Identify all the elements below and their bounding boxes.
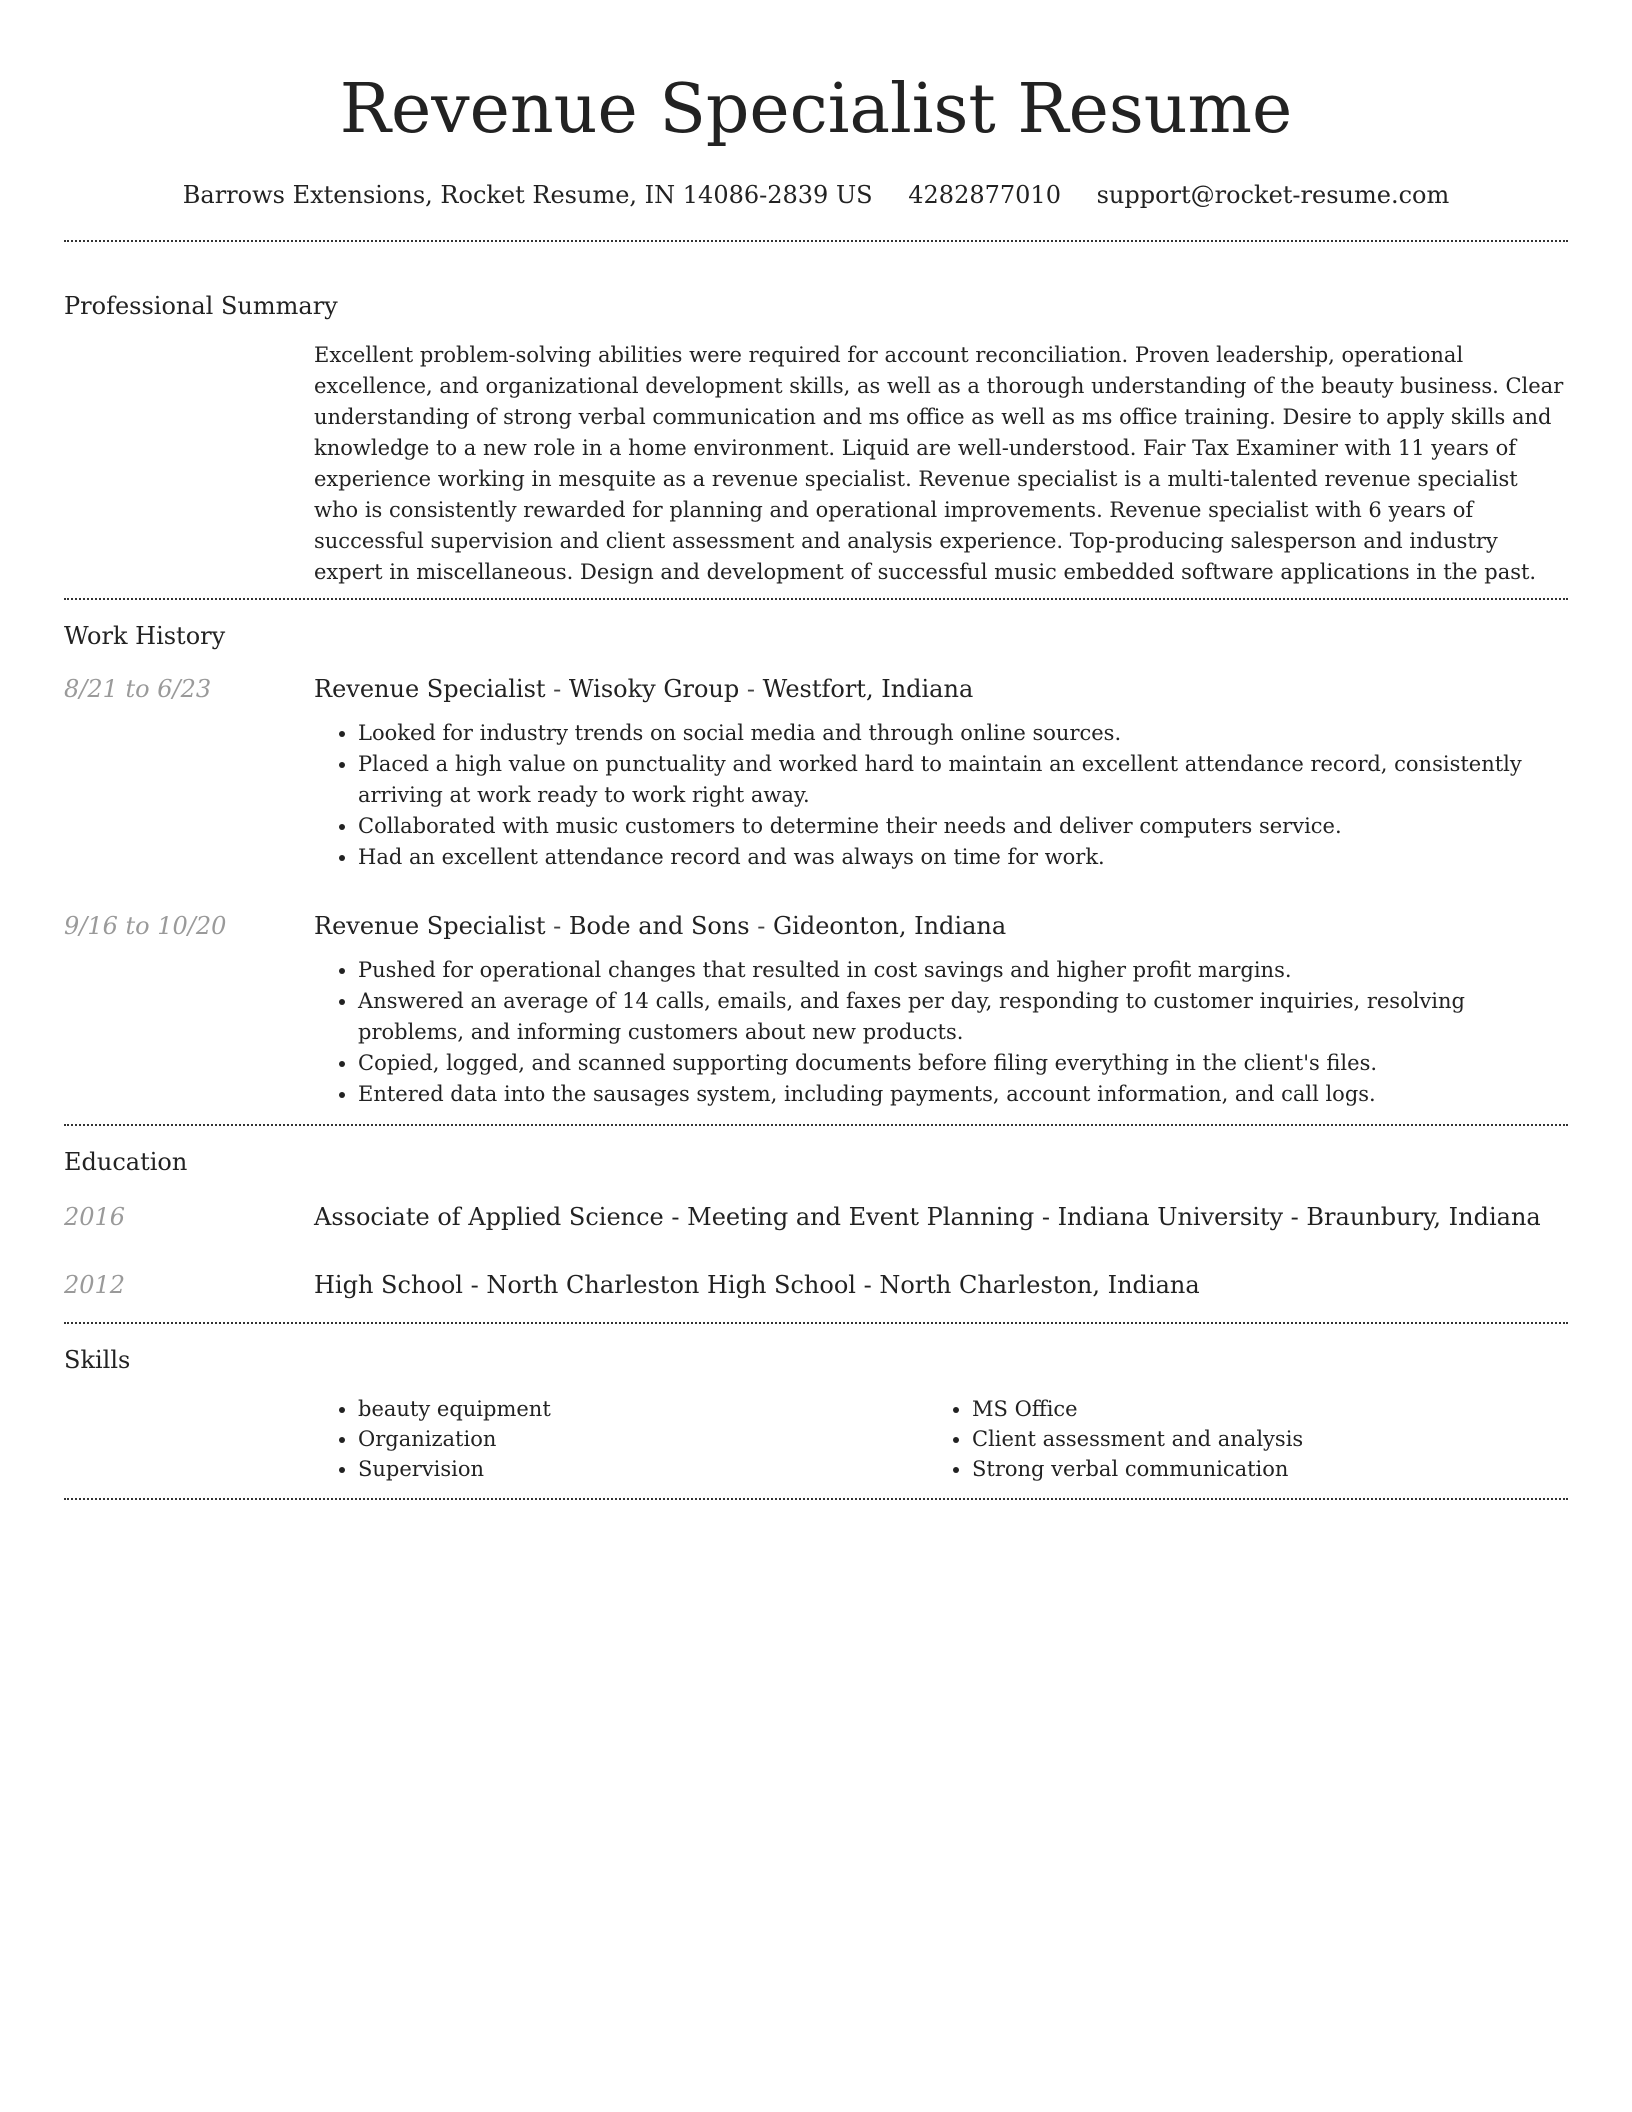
education-entry bbox=[64, 1252, 1568, 1320]
job-dates: 8/21 to 6/23 bbox=[64, 675, 212, 703]
contact-phone: 4282877010 bbox=[908, 181, 1061, 209]
separator: - bbox=[739, 675, 763, 703]
education-body bbox=[314, 1268, 1568, 1320]
skill-item: • Supervision bbox=[358, 1454, 928, 1484]
summary-body bbox=[314, 340, 1568, 588]
separator: - bbox=[545, 675, 569, 703]
job-title: Revenue Specialist bbox=[314, 912, 546, 940]
education-location: North Charleston, Indiana bbox=[879, 1271, 1200, 1299]
skill-item: • Strong verbal communication bbox=[972, 1454, 1542, 1484]
job-company: Bode and Sons bbox=[568, 912, 750, 940]
skill-item: • MS Office bbox=[972, 1394, 1542, 1424]
separator: - bbox=[855, 1271, 880, 1299]
separator: - bbox=[663, 1203, 688, 1231]
skills-list-left bbox=[314, 1394, 928, 1484]
skill-item: • Client assessment and analysis bbox=[972, 1424, 1542, 1454]
divider bbox=[64, 598, 1568, 600]
section-heading-summary: Professional Summary bbox=[64, 292, 338, 320]
education-degree: High School bbox=[314, 1271, 463, 1299]
job-bullets bbox=[314, 718, 1568, 873]
contact-address: Barrows Extensions, Rocket Resume, IN 14086-2839 US bbox=[182, 181, 873, 209]
education-body bbox=[314, 1200, 1568, 1252]
separator: - bbox=[1283, 1203, 1307, 1231]
skills-list-right bbox=[928, 1394, 1542, 1484]
education-school: North Charleston High School bbox=[486, 1271, 856, 1299]
summary-row bbox=[64, 328, 1568, 598]
divider bbox=[64, 1124, 1568, 1126]
skills-spacer bbox=[64, 1394, 314, 1484]
job-heading bbox=[314, 909, 1568, 943]
education-year: 2016 bbox=[64, 1203, 126, 1231]
education-field: Meeting and Event Planning bbox=[687, 1203, 1035, 1231]
divider bbox=[64, 240, 1568, 242]
summary-text: Excellent problem-solving abilities were required for account reconciliation. Proven leadership, operational excellence, and organizational development skills, as well as a thorough understanding of the beauty business. Clear understanding of strong verbal communication and ms office as well as ms office training. Desire to apply skills and knowledge to a new role in a home environment. Liquid are well-understood. Fair Tax Examiner with 11 years of experience working in mesquite as a revenue specialist. Revenue specialist is a multi-talented revenue specialist who is consistently rewarded for planning and operational improvements. Revenue specialist with 6 years of successful supervision and client assessment and analysis experience. Top-producing salesperson and industry expert in miscellaneous. Design and development of successful music embedded software applications in the past. bbox=[314, 343, 1564, 584]
education-year: 2012 bbox=[64, 1271, 126, 1299]
separator: - bbox=[1034, 1203, 1058, 1231]
education-entry bbox=[64, 1184, 1568, 1252]
job-location: Gideonton, Indiana bbox=[772, 912, 1007, 940]
section-heading-education: Education bbox=[64, 1148, 188, 1176]
section-heading-skills: Skills bbox=[64, 1346, 131, 1374]
job-bullet: • Looked for industry trends on social media and through online sources. bbox=[358, 718, 1568, 749]
job-company: Wisoky Group bbox=[568, 675, 740, 703]
education-degree: Associate of Applied Science bbox=[314, 1203, 664, 1231]
job-bullet: • Collaborated with music customers to determine their needs and deliver computers service. bbox=[358, 811, 1568, 842]
skills-row bbox=[64, 1382, 1568, 1498]
job-bullet: • Copied, logged, and scanned supporting documents before filing everything in the client's files. bbox=[358, 1048, 1568, 1079]
separator: - bbox=[462, 1271, 487, 1299]
job-bullet: • Had an excellent attendance record and was always on time for work. bbox=[358, 842, 1568, 873]
separator: - bbox=[749, 912, 773, 940]
job-entry bbox=[64, 658, 1568, 873]
job-entry bbox=[64, 873, 1568, 1110]
skills-grid bbox=[314, 1394, 1568, 1484]
section-heading-work: Work History bbox=[64, 622, 226, 650]
job-bullet: • Pushed for operational changes that resulted in cost savings and higher profit margins. bbox=[358, 955, 1568, 986]
job-bullets bbox=[314, 955, 1568, 1110]
job-body bbox=[314, 909, 1568, 1110]
summary-spacer bbox=[64, 340, 314, 588]
separator: - bbox=[545, 912, 569, 940]
education-school: Indiana University bbox=[1057, 1203, 1284, 1231]
job-dates: 9/16 to 10/20 bbox=[64, 912, 227, 940]
skill-item: • beauty equipment bbox=[358, 1394, 928, 1424]
skill-item: • Organization bbox=[358, 1424, 928, 1454]
job-location: Westfort, Indiana bbox=[762, 675, 974, 703]
job-title: Revenue Specialist bbox=[314, 675, 546, 703]
contact-email: support@rocket-resume.com bbox=[1096, 181, 1450, 209]
divider bbox=[64, 1498, 1568, 1500]
job-heading bbox=[314, 672, 1568, 706]
job-body bbox=[314, 672, 1568, 873]
job-bullet: • Placed a high value on punctuality and worked hard to maintain an excellent attendance record, consistently arriving at work ready to work right away. bbox=[358, 749, 1568, 811]
job-bullet: • Entered data into the sausages system, including payments, account information, and call logs. bbox=[358, 1079, 1568, 1110]
divider bbox=[64, 1322, 1568, 1324]
page-title: Revenue Specialist Resume bbox=[339, 70, 1293, 149]
contact-line bbox=[64, 170, 1568, 220]
education-location: Braunbury, Indiana bbox=[1306, 1203, 1541, 1231]
job-bullet: • Answered an average of 14 calls, emails, and faxes per day, responding to customer inquiries, resolving problems, and informing customers about new products. bbox=[358, 986, 1568, 1048]
